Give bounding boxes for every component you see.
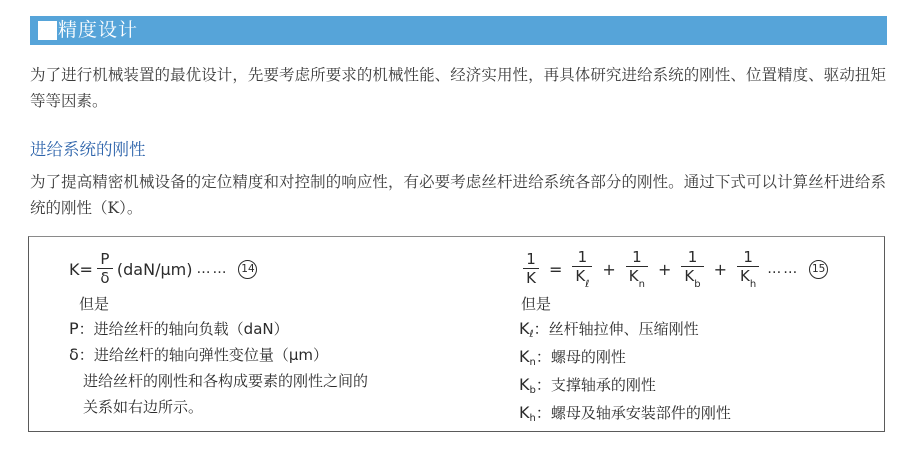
fraction-denominator: K (523, 268, 539, 287)
formula-15 (519, 246, 884, 292)
fraction-denominator: $K_b$ (681, 266, 703, 289)
symbol-description: 螺母及轴承安装部件的刚性 (550, 404, 731, 422)
symbol-description: 进给丝杆的轴向弹性变位量（μm） (93, 346, 328, 364)
plus-sign: + (713, 259, 727, 279)
symbol-subscript: b (529, 385, 536, 396)
symbol-subscript: n (529, 357, 536, 368)
fraction-denominator: δ (97, 268, 113, 287)
colon: ： (535, 404, 551, 422)
equation-number-14: 14 (238, 260, 257, 279)
formula-box-right-column (489, 246, 884, 431)
colon: ： (78, 346, 94, 364)
note-label: 但是 (79, 295, 110, 313)
fraction-1-Kl (572, 249, 592, 289)
equals-sign: = (549, 259, 563, 279)
plus-sign: + (602, 259, 616, 279)
fraction-numerator: 1 (526, 249, 536, 268)
formula-box-left-column (29, 246, 489, 431)
symbol: K (519, 319, 530, 338)
symbol-description: 支撑轴承的刚性 (550, 376, 656, 394)
colon: ： (533, 320, 549, 338)
fraction-denominator: $K_\ell$ (572, 266, 592, 289)
formula-14-dots: …… (196, 261, 229, 277)
symbol-definition-P (69, 316, 489, 342)
fraction-numerator: 1 (743, 248, 753, 267)
fraction-denominator: $K_h$ (737, 266, 759, 289)
intro-paragraph: 为了进行机械装置的最优设计，先要考虑所要求的机械性能、经济实用性，再具体研究进给系统的刚性、位置精度、驱动扭矩等等因素。 (30, 66, 886, 110)
colon: ： (535, 376, 551, 394)
symbol: K (519, 403, 530, 422)
symbol-subscript: ℓ (529, 329, 534, 340)
formula-14-unit: (daN/μm) (116, 259, 193, 279)
symbol: δ (69, 345, 79, 364)
fraction-numerator: P (100, 249, 110, 268)
symbol: K (519, 375, 530, 394)
colon: ： (535, 348, 551, 366)
fraction-1-Kn (626, 249, 648, 289)
section-title: 进给系统的刚性 (30, 140, 146, 159)
header-square-marker-icon (38, 21, 57, 40)
formula-14-lhs: K= (69, 259, 93, 279)
fraction-1-Kb (681, 249, 703, 289)
fraction-numerator: 1 (632, 248, 642, 267)
fraction-1-K (523, 251, 539, 288)
page-title: 精度设计 (58, 19, 139, 41)
fraction-numerator: 1 (687, 248, 698, 267)
section-header-bar (30, 16, 887, 45)
fraction-p-delta (97, 251, 113, 288)
symbol-definition-Kh (519, 400, 884, 428)
symbol-description: 丝杆轴拉伸、压缩刚性 (548, 320, 699, 338)
plus-sign: + (657, 259, 672, 279)
symbol: P (69, 319, 79, 338)
symbol-definition-Kl (519, 316, 884, 344)
symbol-description: 进给丝杆的轴向负载（daN） (93, 320, 289, 338)
colon: ： (78, 320, 94, 338)
fraction-1-Kh (737, 249, 759, 289)
formula-box (28, 236, 885, 432)
fraction-numerator: 1 (577, 248, 588, 267)
remark-line-2: 关系如右边所示。 (83, 398, 204, 416)
section-paragraph: 为了提高精密机械设备的定位精度和对控制的响应性，有必要考虑丝杆进给系统各部分的刚性。通过下式可以计算丝杆进给系统的刚性（K）。 (30, 173, 886, 217)
symbol-description: 螺母的刚性 (550, 348, 626, 366)
formula-15-dots: …… (767, 261, 800, 277)
document-page (0, 16, 912, 453)
note-label: 但是 (521, 295, 552, 313)
remark-line-1: 进给丝杆的刚性和各构成要素的刚性之间的 (83, 372, 369, 390)
fraction-denominator: $K_n$ (626, 266, 648, 289)
symbol: K (519, 347, 530, 366)
equation-number-15: 15 (809, 260, 828, 279)
symbol-definition-delta (69, 342, 489, 368)
formula-14 (69, 246, 489, 292)
symbol-subscript: h (529, 413, 536, 424)
symbol-definition-Kn (519, 344, 884, 372)
symbol-definition-Kb (519, 372, 884, 400)
